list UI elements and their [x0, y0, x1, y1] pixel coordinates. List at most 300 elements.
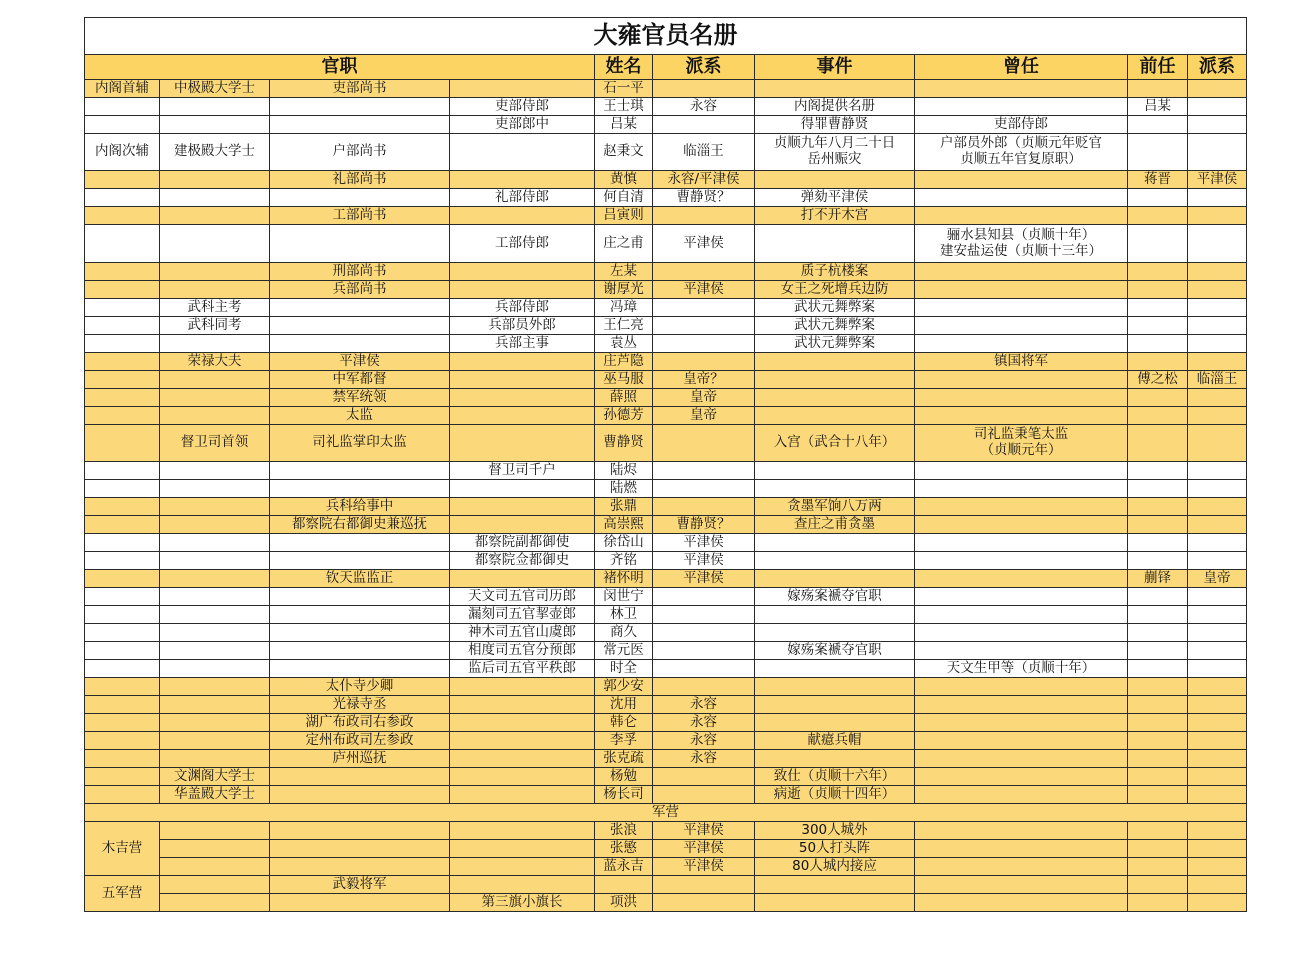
cell-predecessor: [1128, 80, 1188, 98]
cell-sub-office: [450, 207, 595, 225]
cell-title: [160, 534, 270, 552]
table-row: [85, 317, 1247, 335]
cell-office: [270, 534, 450, 552]
cell-predecessor-faction: [1188, 858, 1247, 876]
table-row: [85, 822, 1247, 840]
cell-predecessor-faction: [1188, 822, 1247, 840]
camp-group-label: 五军营: [85, 876, 160, 912]
cell-title: [160, 552, 270, 570]
cell-rank: [85, 660, 160, 678]
cell-office: 工部尚书: [270, 207, 450, 225]
cell-faction: [653, 498, 755, 516]
table-row: [85, 189, 1247, 207]
cell-name: 沈用: [595, 696, 653, 714]
cell-former-post: [915, 189, 1128, 207]
cell-former-post: [915, 696, 1128, 714]
table-row: [85, 840, 1247, 858]
cell-rank: [85, 389, 160, 407]
cell-title: 武科主考: [160, 299, 270, 317]
cell-title: [160, 840, 270, 858]
cell-title: 中极殿大学士: [160, 80, 270, 98]
cell-sub-office: [450, 516, 595, 534]
cell-rank: [85, 498, 160, 516]
cell-name: 陆燃: [595, 480, 653, 498]
cell-office: [270, 588, 450, 606]
header-predecessor-faction: 派系: [1188, 55, 1247, 80]
cell-predecessor-faction: [1188, 588, 1247, 606]
cell-faction: 曹静贤？: [653, 516, 755, 534]
cell-rank: [85, 371, 160, 389]
cell-event: 弹劾平津侯: [755, 189, 915, 207]
cell-faction: 曹静贤？: [653, 189, 755, 207]
cell-predecessor-faction: [1188, 516, 1247, 534]
cell-faction: [653, 876, 755, 894]
cell-sub-office: [450, 678, 595, 696]
cell-faction: [653, 462, 755, 480]
cell-faction: [653, 768, 755, 786]
cell-predecessor: 傅之松: [1128, 371, 1188, 389]
cell-predecessor-faction: [1188, 317, 1247, 335]
cell-faction: [653, 480, 755, 498]
cell-office: 平津侯: [270, 353, 450, 371]
table-row: [85, 588, 1247, 606]
cell-event: [755, 407, 915, 425]
cell-title: [160, 462, 270, 480]
cell-name: 陆烬: [595, 462, 653, 480]
cell-predecessor-faction: [1188, 116, 1247, 134]
cell-former-post: [915, 389, 1128, 407]
cell-title: [160, 207, 270, 225]
cell-former-post: [915, 858, 1128, 876]
table-row: [85, 570, 1247, 588]
cell-office: 太监: [270, 407, 450, 425]
cell-rank: [85, 534, 160, 552]
table-row: [85, 353, 1247, 371]
cell-name: 时全: [595, 660, 653, 678]
cell-predecessor-faction: [1188, 335, 1247, 353]
cell-office: 兵科给事中: [270, 498, 450, 516]
cell-event: 武状元舞弊案: [755, 299, 915, 317]
cell-title: [160, 263, 270, 281]
cell-event: [755, 714, 915, 732]
cell-faction: 永容: [653, 750, 755, 768]
cell-office: 钦天监监正: [270, 570, 450, 588]
cell-office: 兵部尚书: [270, 281, 450, 299]
table-row: [85, 335, 1247, 353]
table-row: [85, 660, 1247, 678]
cell-title: [160, 116, 270, 134]
cell-event: 贪墨军饷八万两: [755, 498, 915, 516]
cell-sub-office: [450, 263, 595, 281]
cell-predecessor: [1128, 389, 1188, 407]
cell-event: [755, 462, 915, 480]
cell-faction: [653, 606, 755, 624]
cell-former-post: 吏部侍郎: [915, 116, 1128, 134]
cell-predecessor: [1128, 317, 1188, 335]
header-faction: 派系: [653, 55, 755, 80]
cell-name: 冯璋: [595, 299, 653, 317]
cell-rank: [85, 552, 160, 570]
table-row: [85, 750, 1247, 768]
cell-sub-office: [450, 570, 595, 588]
cell-title: [160, 281, 270, 299]
cell-rank: [85, 696, 160, 714]
cell-office: [270, 116, 450, 134]
table-row: [85, 207, 1247, 225]
cell-faction: [653, 660, 755, 678]
cell-event: 嫁殇案褫夺官职: [755, 588, 915, 606]
cell-predecessor-faction: [1188, 407, 1247, 425]
cell-predecessor-faction: [1188, 876, 1247, 894]
cell-sub-office: 督卫司千户: [450, 462, 595, 480]
cell-name: 王士琪: [595, 98, 653, 116]
cell-predecessor: [1128, 606, 1188, 624]
cell-predecessor-faction: [1188, 462, 1247, 480]
cell-predecessor: [1128, 750, 1188, 768]
cell-name: 巫马服: [595, 371, 653, 389]
cell-sub-office: [450, 858, 595, 876]
cell-title: [160, 606, 270, 624]
cell-name: 张浪: [595, 822, 653, 840]
table-row: [85, 171, 1247, 189]
cell-event: 50人打头阵: [755, 840, 915, 858]
cell-office: 定州布政司左参政: [270, 732, 450, 750]
cell-faction: [653, 335, 755, 353]
cell-faction: 平津侯: [653, 840, 755, 858]
cell-title: [160, 750, 270, 768]
cell-name: 吕寅则: [595, 207, 653, 225]
cell-name: 黄慎: [595, 171, 653, 189]
cell-office: [270, 840, 450, 858]
cell-sub-office: [450, 822, 595, 840]
cell-sub-office: 相度司五官分预郎: [450, 642, 595, 660]
cell-event: [755, 750, 915, 768]
cell-sub-office: [450, 425, 595, 462]
cell-name: 高崇熙: [595, 516, 653, 534]
cell-event: [755, 353, 915, 371]
cell-rank: [85, 207, 160, 225]
cell-rank: [85, 425, 160, 462]
cell-faction: [653, 588, 755, 606]
cell-office: [270, 606, 450, 624]
cell-title: [160, 171, 270, 189]
cell-faction: 永容: [653, 696, 755, 714]
cell-predecessor-faction: [1188, 624, 1247, 642]
cell-former-post: [915, 462, 1128, 480]
cell-office: [270, 858, 450, 876]
cell-predecessor-faction: 临淄王: [1188, 371, 1247, 389]
cell-title: [160, 407, 270, 425]
table-row: [85, 263, 1247, 281]
cell-event: [755, 371, 915, 389]
cell-event: 献癔兵帽: [755, 732, 915, 750]
cell-former-post: [915, 624, 1128, 642]
table-row: [85, 407, 1247, 425]
cell-name: 王仁亮: [595, 317, 653, 335]
cell-event: [755, 552, 915, 570]
cell-event: [755, 876, 915, 894]
cell-predecessor: [1128, 894, 1188, 912]
cell-faction: [653, 894, 755, 912]
cell-faction: 永容: [653, 732, 755, 750]
cell-predecessor-faction: 平津侯: [1188, 171, 1247, 189]
cell-title: 建极殿大学士: [160, 134, 270, 171]
cell-sub-office: [450, 80, 595, 98]
table-row: [85, 389, 1247, 407]
cell-former-post: [915, 534, 1128, 552]
cell-name: 褚怀明: [595, 570, 653, 588]
table-row: [85, 462, 1247, 480]
cell-former-post: [915, 894, 1128, 912]
cell-predecessor: [1128, 660, 1188, 678]
cell-predecessor-faction: [1188, 552, 1247, 570]
cell-rank: [85, 570, 160, 588]
cell-faction: 平津侯: [653, 822, 755, 840]
cell-predecessor: 吕某: [1128, 98, 1188, 116]
cell-rank: [85, 768, 160, 786]
cell-faction: 平津侯: [653, 552, 755, 570]
cell-rank: [85, 786, 160, 804]
cell-name: 李孚: [595, 732, 653, 750]
cell-predecessor-faction: [1188, 498, 1247, 516]
cell-predecessor-faction: [1188, 299, 1247, 317]
cell-predecessor: [1128, 225, 1188, 263]
cell-former-post: [915, 498, 1128, 516]
cell-office: [270, 768, 450, 786]
cell-predecessor-faction: [1188, 98, 1247, 116]
cell-sub-office: [450, 696, 595, 714]
cell-former-post: [915, 263, 1128, 281]
cell-title: [160, 371, 270, 389]
cell-office: [270, 552, 450, 570]
cell-faction: 临淄王: [653, 134, 755, 171]
cell-sub-office: [450, 732, 595, 750]
header-event: 事件: [755, 55, 915, 80]
cell-event: 嫁殇案褫夺官职: [755, 642, 915, 660]
cell-name: 庄之甫: [595, 225, 653, 263]
cell-sub-office: 第三旗小旗长: [450, 894, 595, 912]
cell-event: [755, 894, 915, 912]
cell-event: 致仕（贞顺十六年）: [755, 768, 915, 786]
cell-former-post: [915, 786, 1128, 804]
cell-rank: [85, 714, 160, 732]
cell-rank: 内阁首辅: [85, 80, 160, 98]
table-row: [85, 498, 1247, 516]
cell-title: [160, 714, 270, 732]
section-title: 军营: [85, 804, 1247, 822]
official-roster-table: [84, 17, 1247, 912]
table-row: [85, 281, 1247, 299]
cell-name: 吕某: [595, 116, 653, 134]
cell-event: 80人城内接应: [755, 858, 915, 876]
cell-former-post: [915, 407, 1128, 425]
cell-name: 何自清: [595, 189, 653, 207]
cell-former-post: [915, 480, 1128, 498]
cell-rank: [85, 281, 160, 299]
cell-predecessor: [1128, 822, 1188, 840]
header-former-post: 曾任: [915, 55, 1128, 80]
cell-office: 太仆寺少卿: [270, 678, 450, 696]
cell-event: 质子杭楼案: [755, 263, 915, 281]
cell-event: 查庄之甫贪墨: [755, 516, 915, 534]
cell-former-post: [915, 371, 1128, 389]
cell-former-post: [915, 317, 1128, 335]
table-row: [85, 678, 1247, 696]
cell-faction: 平津侯: [653, 858, 755, 876]
cell-predecessor: [1128, 876, 1188, 894]
cell-sub-office: [450, 480, 595, 498]
table-row: [85, 606, 1247, 624]
cell-predecessor-faction: [1188, 353, 1247, 371]
cell-office: [270, 642, 450, 660]
cell-predecessor: 蒋晋: [1128, 171, 1188, 189]
cell-event: [755, 480, 915, 498]
cell-former-post: [915, 606, 1128, 624]
cell-office: 司礼监掌印太监: [270, 425, 450, 462]
table-row: [85, 98, 1247, 116]
cell-predecessor-faction: [1188, 894, 1247, 912]
cell-predecessor: [1128, 480, 1188, 498]
cell-name: 郭少安: [595, 678, 653, 696]
cell-former-post: [915, 171, 1128, 189]
cell-former-post: [915, 642, 1128, 660]
cell-office: 湖广布政司右参政: [270, 714, 450, 732]
cell-office: [270, 335, 450, 353]
cell-predecessor-faction: [1188, 786, 1247, 804]
cell-office: [270, 299, 450, 317]
cell-title: [160, 696, 270, 714]
cell-title: 荣禄大夫: [160, 353, 270, 371]
cell-name: 闵世宁: [595, 588, 653, 606]
cell-predecessor-faction: 皇帝: [1188, 570, 1247, 588]
cell-former-post: [915, 750, 1128, 768]
cell-office: [270, 225, 450, 263]
cell-name: [595, 876, 653, 894]
cell-office: 中军都督: [270, 371, 450, 389]
cell-rank: [85, 353, 160, 371]
cell-faction: 平津侯: [653, 225, 755, 263]
table-row: [85, 624, 1247, 642]
cell-office: [270, 480, 450, 498]
cell-former-post: 天文生甲等（贞顺十年）: [915, 660, 1128, 678]
cell-name: 石一平: [595, 80, 653, 98]
header-position: 官职: [85, 55, 595, 80]
cell-rank: [85, 462, 160, 480]
cell-office: [270, 98, 450, 116]
cell-sub-office: [450, 750, 595, 768]
cell-name: 孙德芳: [595, 407, 653, 425]
cell-title: [160, 876, 270, 894]
cell-former-post: [915, 335, 1128, 353]
cell-name: 庄芦隐: [595, 353, 653, 371]
cell-sub-office: [450, 876, 595, 894]
cell-office: 庐州巡抚: [270, 750, 450, 768]
cell-former-post: 镇国将军: [915, 353, 1128, 371]
cell-event: 300人城外: [755, 822, 915, 840]
cell-predecessor-faction: [1188, 281, 1247, 299]
cell-predecessor: [1128, 516, 1188, 534]
cell-predecessor: [1128, 588, 1188, 606]
cell-predecessor-faction: [1188, 425, 1247, 462]
cell-title: [160, 480, 270, 498]
table-row: [85, 696, 1247, 714]
cell-predecessor-faction: [1188, 678, 1247, 696]
cell-faction: 平津侯: [653, 281, 755, 299]
cell-faction: 皇帝: [653, 389, 755, 407]
cell-sub-office: 神木司五官山虞郎: [450, 624, 595, 642]
cell-predecessor: [1128, 858, 1188, 876]
table-row: [85, 425, 1247, 462]
cell-former-post: [915, 714, 1128, 732]
cell-sub-office: [450, 840, 595, 858]
cell-faction: [653, 353, 755, 371]
cell-title: [160, 624, 270, 642]
cell-event: 打不开木宫: [755, 207, 915, 225]
cell-faction: 平津侯: [653, 570, 755, 588]
table-row: [85, 371, 1247, 389]
cell-office: 禁军统领: [270, 389, 450, 407]
cell-title: [160, 678, 270, 696]
cell-predecessor-faction: [1188, 225, 1247, 263]
cell-predecessor-faction: [1188, 480, 1247, 498]
cell-predecessor-faction: [1188, 389, 1247, 407]
cell-predecessor: [1128, 407, 1188, 425]
cell-former-post: [915, 822, 1128, 840]
cell-predecessor-faction: [1188, 189, 1247, 207]
cell-office: 礼部尚书: [270, 171, 450, 189]
cell-sub-office: 都察院副都御使: [450, 534, 595, 552]
cell-predecessor-faction: [1188, 660, 1247, 678]
cell-sub-office: [450, 714, 595, 732]
cell-predecessor-faction: [1188, 840, 1247, 858]
cell-faction: [653, 80, 755, 98]
cell-event: [755, 624, 915, 642]
cell-predecessor: [1128, 768, 1188, 786]
cell-sub-office: [450, 281, 595, 299]
cell-faction: [653, 786, 755, 804]
cell-rank: [85, 335, 160, 353]
cell-sub-office: [450, 171, 595, 189]
cell-office: [270, 894, 450, 912]
cell-name: 常元医: [595, 642, 653, 660]
cell-name: 谢厚光: [595, 281, 653, 299]
cell-name: 袁丛: [595, 335, 653, 353]
cell-sub-office: 天文司五官司历郎: [450, 588, 595, 606]
cell-name: 张克疏: [595, 750, 653, 768]
cell-event: [755, 570, 915, 588]
cell-title: [160, 335, 270, 353]
cell-faction: 皇帝: [653, 407, 755, 425]
cell-former-post: [915, 281, 1128, 299]
cell-faction: [653, 263, 755, 281]
header-row: [85, 55, 1247, 80]
cell-predecessor: [1128, 714, 1188, 732]
cell-title: [160, 822, 270, 840]
cell-event: [755, 660, 915, 678]
cell-rank: [85, 642, 160, 660]
cell-predecessor-faction: [1188, 134, 1247, 171]
table-row: [85, 894, 1247, 912]
cell-title: [160, 189, 270, 207]
header-name: 姓名: [595, 55, 653, 80]
cell-predecessor: [1128, 732, 1188, 750]
cell-predecessor: [1128, 425, 1188, 462]
cell-title: 文渊阁大学士: [160, 768, 270, 786]
cell-sub-office: [450, 389, 595, 407]
cell-name: 商久: [595, 624, 653, 642]
cell-rank: [85, 480, 160, 498]
cell-office: 都察院右都御史兼巡抚: [270, 516, 450, 534]
